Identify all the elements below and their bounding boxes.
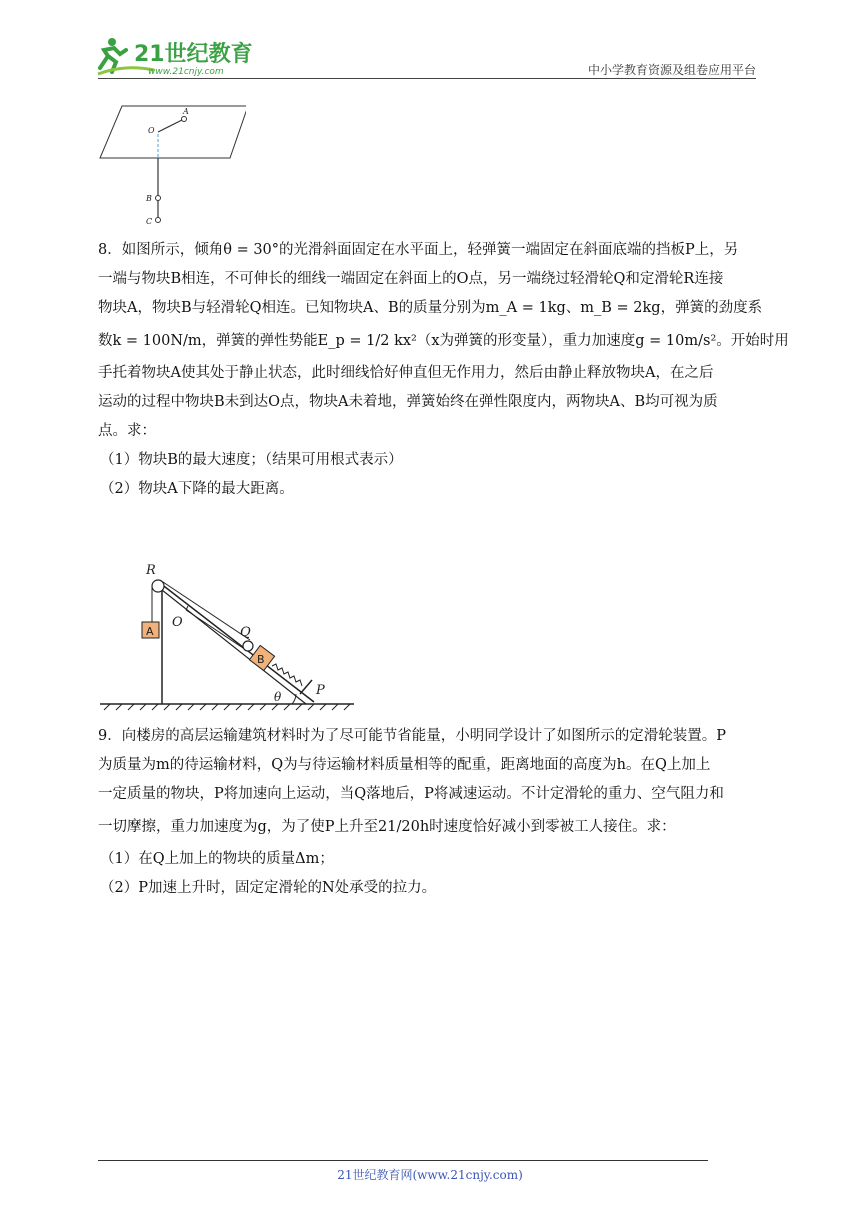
label-B: B xyxy=(146,194,152,203)
footer-site-link[interactable]: 21世纪教育网(www.21cnjy.com) xyxy=(337,1168,523,1182)
label-C: C xyxy=(146,217,153,226)
label-A: A xyxy=(183,107,189,116)
q9-line-2: 为质量为m的待运输材料，Q为与待运输材料质量相等的配重，距离地面的高度为h。在Q上加上 xyxy=(98,757,711,773)
pulley-Q xyxy=(243,641,253,651)
label-O: O xyxy=(172,615,183,630)
q8-subquestion-1: （1）物块B的最大速度；（结果可用根式表示） xyxy=(100,452,403,468)
site-logo xyxy=(94,34,264,78)
spring xyxy=(272,664,302,686)
logo-url: www.21cnjy.com xyxy=(148,67,224,77)
q9-line-4: 一切摩擦，重力加速度为g，为了使P上升至21/20h时速度恰好减小到零被工人接住。求： xyxy=(98,819,676,835)
q8-line-4: 数k = 100N/m，弹簧的弹性势能E_p = 1/2 kx²（x为弹簧的形变量），重力加速度g = 10m/s²。开始时用 xyxy=(98,333,789,349)
label-block-A: A xyxy=(146,625,154,638)
q9-line-1: 9．向楼房的高层运输建筑材料时为了尽可能节省能量，小明同学设计了如图所示的定滑轮装置。P xyxy=(98,728,726,744)
q8-line-7: 点。求： xyxy=(98,423,156,439)
label-R: R xyxy=(146,563,156,578)
question-9 xyxy=(98,722,766,903)
q8-line-5: 手托着物块A使其处于静止状态，此时细线恰好伸直但无作用力，然后由静止释放物块A，在之后 xyxy=(98,365,714,381)
q8-line-6: 运动的过程中物块B未到达O点，物块A未着地，弹簧始终在弹性限度内，两物块A、B均可视为质 xyxy=(98,394,718,410)
q8-line-3: 物块A，物块B与轻滑轮Q相连。已知物块A、B的质量分别为m_A = 1kg、m_B = 2kg，弹簧的劲度系 xyxy=(98,300,763,316)
q8-line-2: 一端与物块B相连，不可伸长的细线一端固定在斜面上的O点，另一端绕过轻滑轮Q和定滑轮R连接 xyxy=(98,271,724,287)
barrier-P xyxy=(300,680,312,694)
label-block-B: B xyxy=(257,653,265,666)
label-Q: Q xyxy=(240,625,251,640)
plane-shape xyxy=(100,106,246,158)
question-8 xyxy=(98,236,789,504)
q9-subquestion-2: （2）P加速上升时，固定定滑轮的N处承受的拉力。 xyxy=(100,880,437,896)
header-divider xyxy=(98,78,756,79)
figure-plane-pendulum xyxy=(96,100,246,234)
q8-subquestion-2: （2）物块A下降的最大距离。 xyxy=(100,481,294,497)
q9-line-3: 一定质量的物块，P将加速向上运动，当Q落地后，P将减速运动。不计定滑轮的重力、空气阻力和 xyxy=(98,786,724,802)
footer-divider xyxy=(98,1160,708,1161)
incline-top xyxy=(156,580,314,702)
logo-text: 21世纪教育 xyxy=(134,42,253,67)
q9-subquestion-1: （1）在Q上加上的物块的质量Δm； xyxy=(100,851,334,867)
figure-incline-pulley xyxy=(96,560,366,716)
q8-line-1: 8．如图所示，倾角θ = 30°的光滑斜面固定在水平面上，轻弹簧一端固定在斜面底端的挡板P上，另 xyxy=(98,242,739,258)
label-O: O xyxy=(148,126,155,135)
label-P: P xyxy=(316,683,325,698)
header-platform-text: 中小学教育资源及组卷应用平台 xyxy=(587,63,756,77)
label-theta: θ xyxy=(274,690,282,704)
